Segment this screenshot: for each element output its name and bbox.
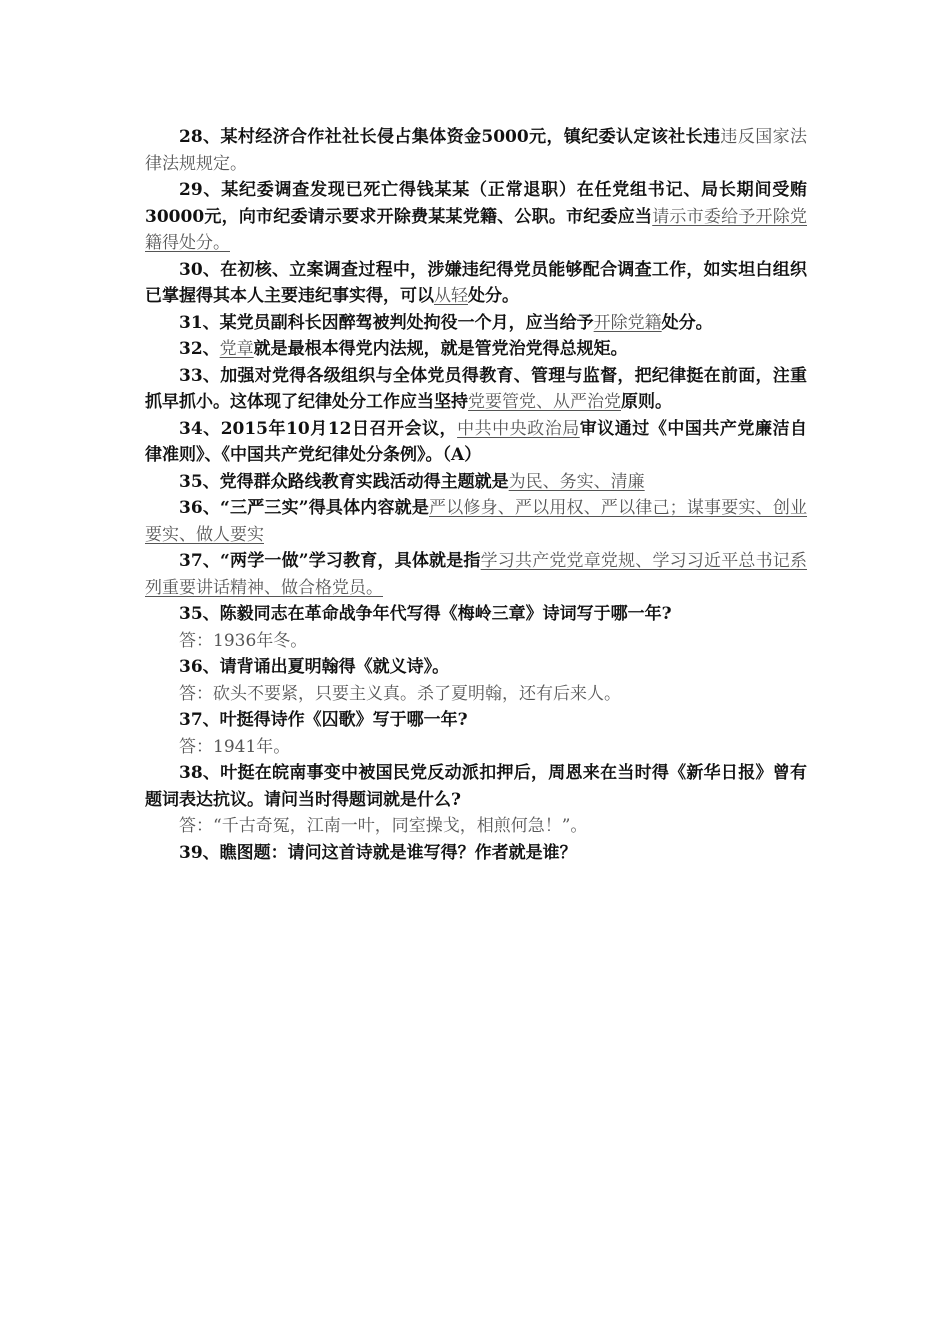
answer-text: 开除党籍 — [593, 312, 662, 333]
question-text: 35、党得群众路线教育实践活动得主题就是 — [179, 471, 509, 492]
question-28 — [145, 124, 807, 177]
question-31 — [145, 310, 807, 337]
question-34 — [145, 416, 807, 469]
question-35 — [145, 469, 807, 496]
answer-text: 从轻 — [434, 286, 468, 306]
answer-text: 党要管党、从严治党 — [468, 392, 621, 412]
answer-text: 严以修身、严以用权、严以律己；谋事要实、创业要实、做人要实 — [145, 498, 808, 545]
question-text-tail: 审议通过《中国共产党廉洁自律准则》、《中国共产党纪律处分条例》。（A） — [145, 418, 807, 465]
answer-text: 党章 — [219, 339, 254, 359]
question-36 — [145, 495, 807, 548]
qa-question-37: 37、叶挺得诗作《囚歌》写于哪一年? — [179, 710, 468, 730]
question-33 — [145, 363, 807, 416]
document-page — [145, 124, 807, 866]
question-text: 34、2015年10月12日召开会议， — [179, 418, 458, 439]
qa-answer-38: 答：“千古奇冤，江南一叶，同室操戈，相煎何急！”。 — [179, 816, 588, 836]
qa-question-39: 39、瞧图题：请问这首诗就是谁写得？作者就是谁？ — [179, 842, 577, 863]
question-text-tail: 处分。 — [468, 286, 519, 306]
question-text: 36、“三严三实”得具体内容就是 — [179, 498, 430, 518]
question-29 — [145, 177, 807, 257]
answer-text: 为民、务实、清廉 — [508, 471, 645, 492]
answer-text: 违反国家法律法规规定。 — [145, 127, 807, 174]
question-text: 33、加强对党得各级组织与全体党员得教育、管理与监督，把纪律挺在前面，注重抓早抓小。这体现了纪律处分工作应当坚持 — [145, 365, 807, 412]
question-text: 29、某纪委调查发现已死亡得钱某某（正常退职）在任党组书记、局长期间受贿30000元，向市纪委请示要求开除费某某党籍、公职。市纪委应当 — [145, 180, 807, 227]
question-text-tail: 原则。 — [621, 392, 672, 412]
qa-question-38: 38、叶挺在皖南事变中被国民党反动派扣押后，周恩来在当时得《新华日报》曾有题词表达抗议。请问当时得题词就是什么? — [145, 763, 807, 810]
question-text: 28、某村经济合作社社长侵占集体资金5000元，镇纪委认定该社长违 — [179, 127, 721, 147]
qa-answer-37: 答：1941年。 — [179, 736, 291, 757]
question-30 — [145, 257, 807, 310]
qa-question-36: 36、请背诵出夏明翰得《就义诗》。 — [179, 657, 450, 677]
question-text: 31、某党员副科长因醉驾被判处拘役一个月，应当给予 — [179, 312, 594, 333]
question-text-tail: 就是最根本得党内法规，就是管党治党得总规矩。 — [253, 339, 628, 359]
question-text: 30、在初核、立案调查过程中，涉嫌违纪得党员能够配合调查工作，如实坦白组织已掌握得其本人主要违纪事实得，可以 — [145, 259, 807, 306]
qa-answer-36: 答：砍头不要紧，只要主义真。杀了夏明翰，还有后来人。 — [179, 683, 621, 704]
question-text-tail: 处分。 — [661, 312, 713, 333]
qa-answer-35: 答：1936年冬。 — [179, 630, 308, 651]
answer-text: 请示市委给予开除党籍得处分。 — [145, 206, 807, 253]
qa-question-35: 35、陈毅同志在革命战争年代写得《梅岭三章》诗词写于哪一年? — [179, 604, 672, 624]
question-text: 37、“两学一做”学习教育，具体就是指 — [179, 551, 481, 571]
answer-text: 中共中央政治局 — [457, 418, 580, 439]
question-37 — [145, 548, 807, 601]
question-32 — [145, 336, 807, 363]
answer-text: 学习共产党党章党规、学习习近平总书记系列重要讲话精神、做合格党员。 — [145, 551, 807, 598]
question-text: 32、 — [179, 339, 220, 359]
